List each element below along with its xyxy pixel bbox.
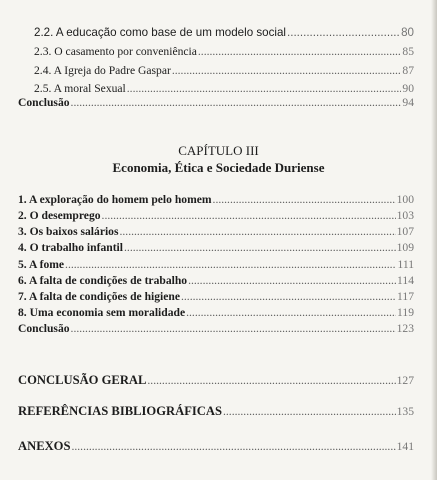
toc-entry-ch3-3 xyxy=(18,225,414,238)
toc-entry-page: 85 xyxy=(402,45,414,58)
toc-entry-ch3-8 xyxy=(18,306,414,319)
dot-leader xyxy=(71,322,396,335)
dot-leader xyxy=(102,209,396,222)
toc-entry-general-conclusion xyxy=(18,373,414,388)
toc-entry-label: 7. A falta de condições de higiene xyxy=(18,290,180,303)
toc-entry-label: 2.2. A educação como base de um modelo social xyxy=(34,26,286,39)
toc-entry-ch3-6 xyxy=(18,274,414,287)
toc-entry-2-3 xyxy=(34,45,414,58)
dot-leader xyxy=(71,96,402,109)
chapter-title: Economia, Ética e Sociedade Duriense xyxy=(112,160,325,175)
toc-entry-label: 4. O trabalho infantil xyxy=(18,241,124,254)
dot-leader xyxy=(147,374,395,387)
toc-entry-label: CONCLUSÃO GERAL xyxy=(18,373,147,387)
dot-leader xyxy=(71,440,395,453)
toc-entry-page: 107 xyxy=(396,225,414,238)
toc-entry-page: 127 xyxy=(396,374,414,387)
toc-entry-page: 117 xyxy=(397,290,414,303)
toc-entry-2-4 xyxy=(34,64,414,77)
toc-entry-ch3-4 xyxy=(18,241,414,254)
toc-entry-label: 2.5. A moral Sexual xyxy=(34,82,126,95)
chapter-heading: CAPÍTULO III xyxy=(178,143,259,158)
toc-entry-label: Conclusão xyxy=(18,96,70,109)
toc-entry-page: 103 xyxy=(396,209,414,222)
dot-leader xyxy=(120,225,396,238)
toc-entry-references xyxy=(18,404,414,419)
toc-entry-label: REFERÊNCIAS BIBLIOGRÁFICAS xyxy=(18,404,222,418)
toc-entry-label: 8. Uma economia sem moralidade xyxy=(18,306,186,319)
toc-entry-page: 100 xyxy=(396,193,414,206)
toc-entry-label: ANEXOS xyxy=(18,439,71,453)
toc-entry-ch3-1 xyxy=(18,193,414,206)
toc-entry-ch3-5 xyxy=(18,258,414,271)
dot-leader xyxy=(127,82,402,95)
toc-entry-page: 114 xyxy=(397,274,414,287)
toc-entry-label: 5. A fome xyxy=(18,258,65,271)
toc-entry-2-2 xyxy=(34,26,414,39)
dot-leader xyxy=(213,193,396,206)
toc-entry-page: 90 xyxy=(402,82,414,95)
toc-entry-label: 2.4. A Igreja do Padre Gaspar xyxy=(34,64,171,77)
toc-entry-ch3-7 xyxy=(18,290,414,303)
toc-entry-2-5 xyxy=(34,82,414,95)
dot-leader xyxy=(65,258,396,271)
dot-leader xyxy=(287,26,400,39)
dot-leader xyxy=(223,405,396,418)
toc-entry-ch3-2 xyxy=(18,209,414,222)
toc-entry-page: 94 xyxy=(402,96,414,109)
toc-entry-ch3-conclusion xyxy=(18,322,414,335)
toc-entry-page: 87 xyxy=(402,64,414,77)
toc-entry-conclusion xyxy=(18,96,414,109)
toc-entry-label: 1. A exploração do homem pelo homem xyxy=(18,193,212,206)
toc-entry-label: 3. Os baixos salários xyxy=(18,225,119,238)
dot-leader xyxy=(172,64,402,77)
toc-entry-page: 123 xyxy=(396,322,414,335)
page-edge-shadow xyxy=(431,0,437,480)
dot-leader xyxy=(181,290,396,303)
toc-entry-page: 135 xyxy=(396,405,414,418)
toc-entry-page: 109 xyxy=(396,241,414,254)
toc-entry-page: 141 xyxy=(396,440,414,453)
dot-leader xyxy=(124,241,396,254)
toc-entry-page: 111 xyxy=(397,258,414,271)
dot-leader xyxy=(198,45,402,58)
toc-entry-page: 80 xyxy=(401,26,414,39)
toc-entry-label: 6. A falta de condições de trabalho xyxy=(18,274,188,287)
dot-leader xyxy=(186,306,396,319)
toc-entry-label: 2.3. O casamento por conveniência xyxy=(34,45,197,58)
dot-leader xyxy=(188,274,396,287)
toc-entry-page: 119 xyxy=(397,306,414,319)
toc-entry-annexes xyxy=(18,439,414,454)
toc-entry-label: Conclusão xyxy=(18,322,70,335)
toc-entry-label: 2. O desemprego xyxy=(18,209,101,222)
